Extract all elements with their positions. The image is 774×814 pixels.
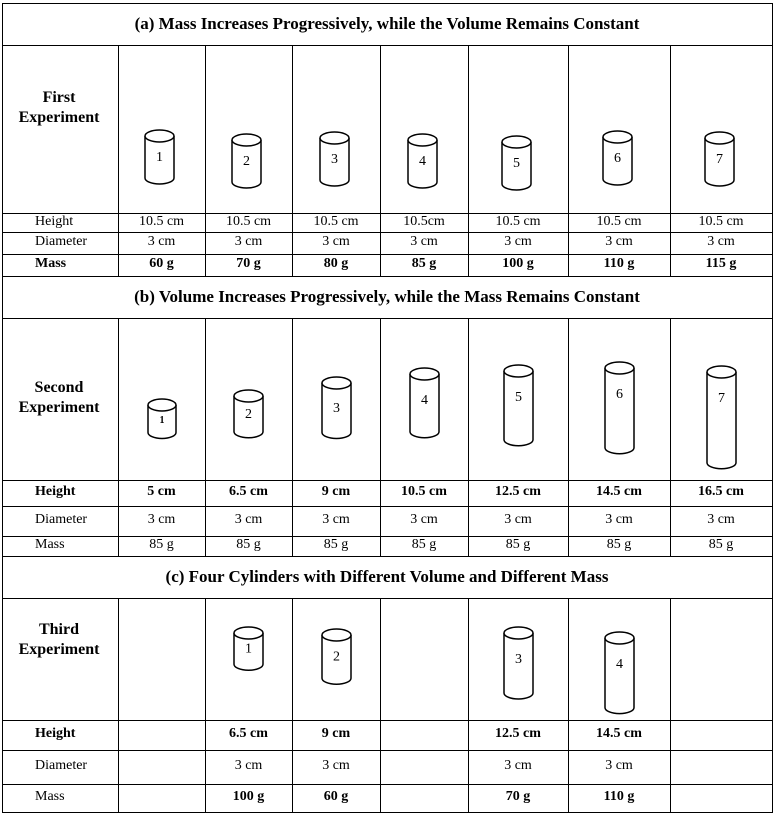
cell-height: 10.5 cm: [313, 213, 359, 229]
cell-mass: 85 g: [411, 537, 437, 552]
cylinder-label: 3: [330, 152, 338, 167]
row-label-mass: Mass: [35, 256, 67, 271]
cylinder-top: [707, 366, 736, 378]
cell-height: 16.5 cm: [698, 484, 744, 499]
cylinder-label: 7: [715, 152, 723, 167]
row-label-diameter: Diameter: [35, 758, 88, 773]
cell-mass: 70 g: [236, 256, 261, 271]
cylinder-body: [707, 372, 736, 469]
cylinder-top: [322, 377, 351, 389]
cell-diameter: 3 cm: [504, 234, 532, 249]
v-rule: [380, 598, 381, 812]
cylinder-label: 7: [717, 391, 725, 407]
cylinder-top: [705, 132, 734, 144]
row-label-mass: Mass: [35, 537, 65, 552]
cell-diameter: 3 cm: [410, 512, 438, 527]
cell-mass: 100 g: [232, 789, 265, 804]
cylinder-top: [504, 627, 533, 639]
cylinder-top: [148, 399, 176, 411]
cylinder-label: 1: [245, 641, 252, 657]
cylinder-2-3: [320, 375, 353, 441]
cylinder-label: 1: [159, 414, 164, 426]
v-rule: [468, 598, 469, 812]
cylinder-2-1: [146, 397, 178, 441]
cylinder-top: [234, 390, 263, 402]
experiment-label-line: Experiment: [18, 641, 100, 658]
v-rule: [118, 598, 119, 812]
cylinder-label: 6: [615, 387, 623, 403]
cell-diameter: 3 cm: [147, 512, 176, 527]
cylinder-label: 4: [418, 154, 426, 169]
cell-height: 10.5 cm: [495, 213, 541, 229]
cell-height: 14.5 cm: [596, 484, 642, 499]
cylinder-2-7: [705, 364, 738, 471]
row-label-diameter: Diameter: [35, 234, 88, 249]
cylinder-2-2: [232, 388, 265, 440]
cylinder-body: [504, 371, 533, 446]
cell-diameter: 3 cm: [322, 512, 350, 527]
cylinder-top: [502, 136, 531, 148]
cylinder-2-5: [502, 363, 535, 448]
cell-diameter: 3 cm: [605, 234, 633, 249]
cylinder-top: [322, 629, 351, 641]
cylinder-body: [605, 638, 634, 714]
cell-height: 9 cm: [321, 726, 351, 741]
cylinder-label: 3: [332, 400, 340, 416]
cylinder-1-1: [143, 128, 176, 186]
cylinder-1-2: [230, 132, 263, 190]
cell-height: 9 cm: [321, 484, 351, 499]
cell-height: 10.5 cm: [225, 213, 272, 229]
cell-mass: 100 g: [502, 256, 534, 271]
section-title: (c) Four Cylinders with Different Volume and Different Mass: [165, 567, 609, 586]
cell-diameter: 3 cm: [147, 234, 176, 249]
cylinder-label: 5: [512, 156, 520, 171]
cylinder-2-6: [603, 360, 636, 456]
experiment-label-line: Experiment: [18, 399, 100, 416]
cell-diameter: 3 cm: [707, 234, 735, 249]
cylinder-top: [605, 362, 634, 374]
cell-mass: 85 g: [236, 537, 261, 552]
experiment-label-line: Experiment: [18, 109, 100, 126]
experiment-label: [2, 378, 116, 418]
cell-diameter: 3 cm: [322, 758, 350, 773]
cell-mass: 85 g: [323, 537, 349, 552]
experiment-label: [2, 620, 116, 660]
v-rule: [772, 276, 773, 557]
cell-mass: 110 g: [603, 789, 635, 804]
cell-mass: 70 g: [505, 789, 531, 804]
row-label-mass: Mass: [35, 789, 65, 804]
cell-diameter: 3 cm: [605, 758, 633, 773]
cylinder-label: 2: [332, 649, 340, 665]
cell-diameter: 3 cm: [234, 758, 263, 773]
cylinder-label: 5: [514, 390, 522, 406]
h-rule: [2, 276, 773, 277]
cell-diameter: 3 cm: [504, 512, 532, 527]
cell-height: 10.5 cm: [401, 484, 447, 499]
cell-height: 6.5 cm: [229, 484, 268, 499]
cylinder-body: [605, 368, 634, 454]
cylinder-label: 3: [514, 652, 522, 667]
cylinder-label: 2: [245, 407, 252, 423]
v-rule: [2, 556, 3, 813]
cylinder-top: [410, 368, 439, 380]
cell-diameter: 3 cm: [234, 234, 263, 249]
cylinder-1-4: [406, 132, 439, 190]
v-rule: [670, 598, 671, 812]
cell-height: 10.5 cm: [698, 213, 744, 229]
cell-mass: 85 g: [606, 537, 632, 552]
h-rule: [2, 3, 773, 4]
cell-diameter: 3 cm: [605, 512, 633, 527]
cylinder-label: 6: [613, 151, 621, 166]
cell-mass: 115 g: [705, 256, 737, 271]
cell-diameter: 3 cm: [410, 234, 438, 249]
experiment-label-line: Second: [34, 379, 84, 396]
experiment-label: [2, 88, 116, 128]
cylinder-1-7: [703, 130, 736, 188]
cylinder-label: 4: [615, 657, 623, 673]
cell-mass: 60 g: [149, 256, 174, 271]
h-rule: [2, 556, 773, 557]
cylinder-top: [145, 130, 174, 142]
cylinder-1-3: [318, 130, 351, 188]
cylinder-top: [605, 632, 634, 644]
cell-height: 14.5 cm: [596, 726, 642, 741]
cylinder-label: 2: [243, 154, 250, 169]
cell-height: 10.5 cm: [596, 213, 642, 229]
cell-mass: 85 g: [149, 537, 174, 552]
cylinder-top: [232, 134, 261, 146]
cell-mass: 60 g: [323, 789, 349, 804]
cell-mass: 85 g: [505, 537, 531, 552]
section-title: (a) Mass Increases Progressively, while the Volume Remains Constant: [134, 14, 640, 33]
v-rule: [2, 3, 3, 277]
cell-height: 5 cm: [147, 484, 176, 499]
cell-diameter: 3 cm: [234, 512, 263, 527]
cell-height: 10.5cm: [403, 213, 445, 229]
row-label-height: Height: [35, 726, 76, 741]
cylinder-3-2: [320, 627, 353, 686]
cylinder-2-4: [408, 366, 441, 440]
cylinder-3-4: [603, 630, 636, 716]
cell-height: 6.5 cm: [229, 726, 268, 741]
section-title: (b) Volume Increases Progressively, while the Mass Remains Constant: [134, 287, 640, 306]
v-rule: [568, 598, 569, 812]
v-rule: [292, 598, 293, 812]
cell-height: 12.5 cm: [495, 726, 541, 741]
cell-height: 10.5 cm: [138, 213, 185, 229]
v-rule: [205, 598, 206, 812]
cell-mass: 85 g: [708, 537, 734, 552]
cell-diameter: 3 cm: [707, 512, 735, 527]
cylinder-1-6: [601, 129, 634, 187]
cylinder-3-3: [502, 625, 535, 701]
h-rule: [2, 812, 773, 813]
cylinder-top: [504, 365, 533, 377]
cylinder-top: [320, 132, 349, 144]
cell-mass: 110 g: [603, 256, 635, 271]
v-rule: [772, 556, 773, 813]
cylinder-1-5: [500, 134, 533, 192]
row-label-diameter: Diameter: [35, 512, 88, 527]
cylinder-label: 4: [420, 393, 428, 409]
cell-diameter: 3 cm: [504, 758, 532, 773]
experiment-label-line: First: [42, 89, 76, 106]
cell-mass: 80 g: [323, 256, 349, 271]
cylinder-top: [234, 627, 263, 639]
cylinder-label: 1: [156, 150, 163, 165]
cylinder-3-1: [232, 625, 265, 672]
experiment-label-line: Third: [38, 621, 79, 638]
row-label-height: Height: [35, 213, 74, 229]
cylinder-top: [408, 134, 437, 146]
v-rule: [772, 3, 773, 277]
cylinder-top: [603, 131, 632, 143]
cell-mass: 85 g: [411, 256, 437, 271]
cell-height: 12.5 cm: [495, 484, 541, 499]
row-label-height: Height: [35, 484, 76, 499]
cell-diameter: 3 cm: [322, 234, 350, 249]
